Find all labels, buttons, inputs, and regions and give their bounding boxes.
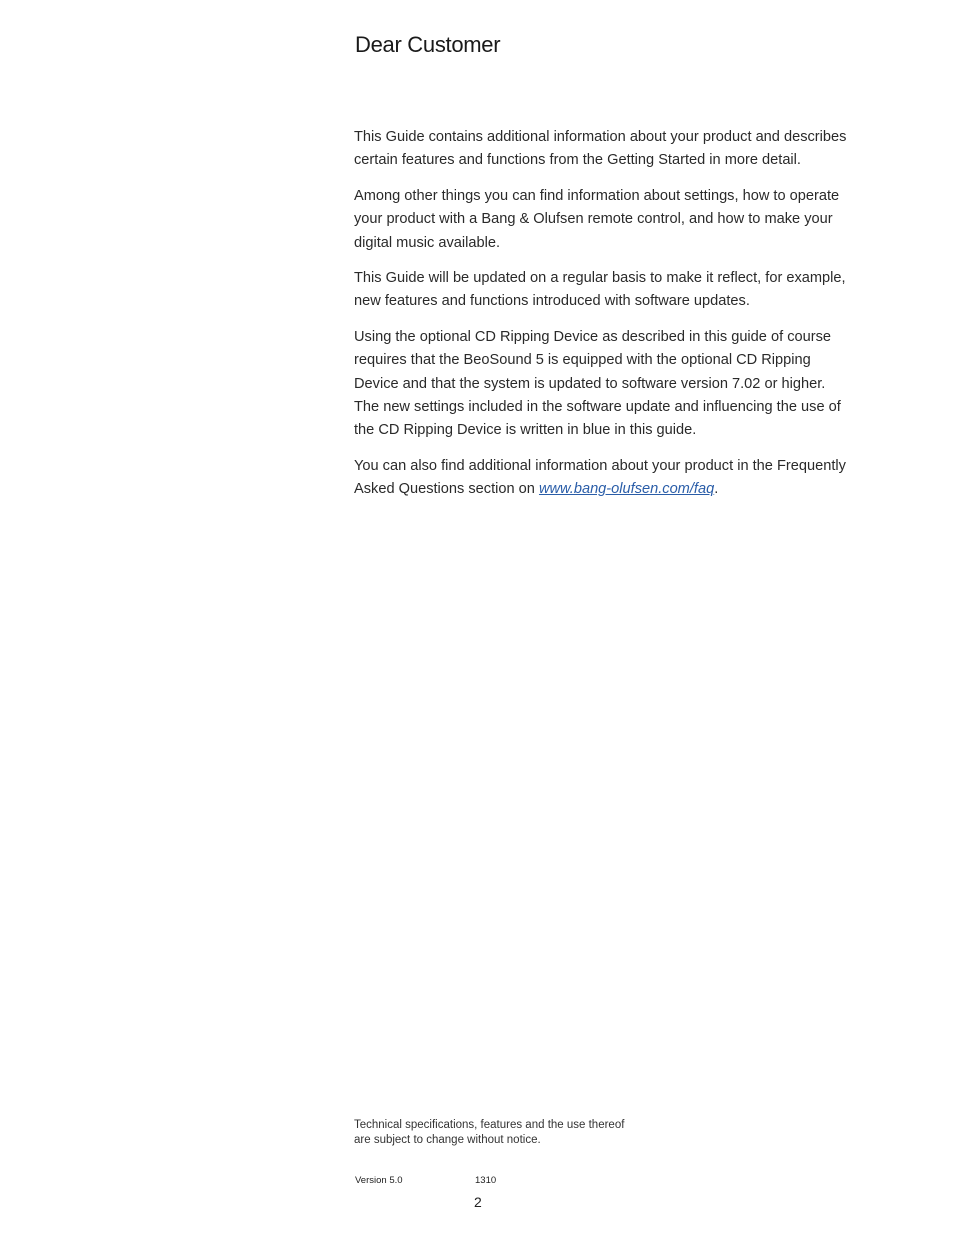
faq-period: .	[714, 481, 719, 498]
faq-link[interactable]: www.bang-olufsen.com/faq	[538, 481, 715, 498]
disclaimer-text: Technical specifications, features and the use thereof are subject to change without notice.	[354, 1119, 625, 1146]
settings-paragraph: Among other things you can find information about settings, how to operate your product with a Bang & Olufsen remote control, and how to make your digital music available.	[354, 187, 840, 251]
body-content	[354, 126, 854, 514]
faq-paragraph	[354, 455, 854, 502]
page-title: Dear Customer	[355, 32, 501, 57]
version-label: Version 5.0	[355, 1175, 403, 1186]
updates-paragraph: This Guide will be updated on a regular basis to make it reflect, for example, new features and functions introduced with software updates.	[354, 270, 846, 310]
document-code: 1310	[475, 1175, 497, 1186]
page-number: 2	[474, 1194, 482, 1210]
faq-text: You can also find additional information about your product in the Frequently Asked Questions section on	[354, 457, 846, 498]
intro-paragraph: This Guide contains additional information about your product and describes certain features and functions from the Getting Started in more detail.	[354, 129, 847, 169]
cd-ripping-paragraph: Using the optional CD Ripping Device as described in this guide of course requires that the BeoSound 5 is equipped with the optional CD Ripping Device and that the system is updated to software version 7.02 or higher. The new settings included in the software update and influencing the use of the CD Ripping Device is written in blue in this guide.	[354, 328, 841, 439]
